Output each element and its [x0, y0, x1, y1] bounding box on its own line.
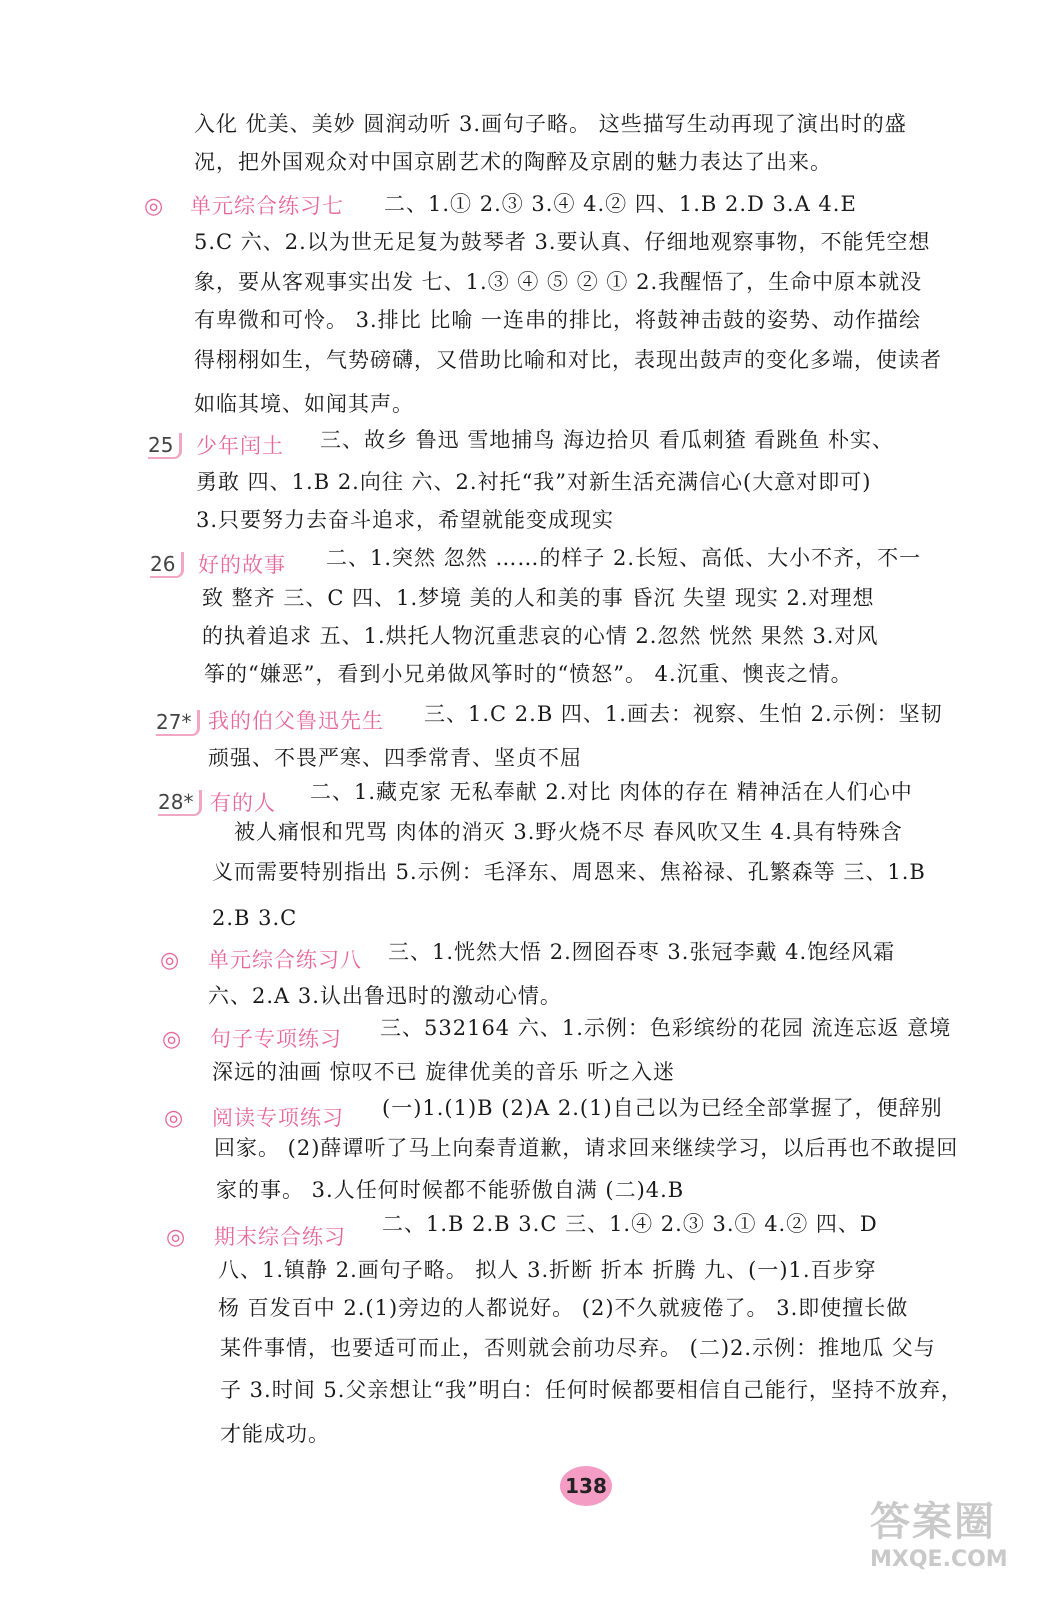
answer-line: 顽强、不畏严寒、四季常青、坚贞不屈	[208, 746, 582, 770]
watermark-logo	[870, 1490, 1050, 1590]
answer-line: 筝的“嫌恶”，看到小兄弟做风筝时的“愤怒”。 4.沉重、懊丧之情。	[204, 662, 853, 686]
heading-unit-7: 单元综合练习七	[190, 194, 344, 218]
answer-line: 二、1.突然 忽然 ……的样子 2.长短、高低、大小不齐，不一	[326, 546, 922, 570]
answer-line: 回家。 (2)薛谭听了马上向秦青道歉，请求回来继续学习，以后再也不敢提回	[214, 1136, 959, 1160]
heading-bofu-luxun: 我的伯父鲁迅先生	[208, 709, 384, 733]
section-marker-icon: ◎	[144, 194, 164, 219]
answer-line: 三、1.C 2.B 四、1.画去：视察、生怕 2.示例：坚韧	[424, 702, 943, 726]
answer-line: 三、1.恍然大悟 2.囫囵吞枣 3.张冠李戴 4.饱经风霜	[388, 940, 896, 964]
heading-reading-practice: 阅读专项练习	[212, 1106, 344, 1130]
lesson-number-28: 28*	[158, 790, 202, 816]
answer-line: 象，要从客观事实出发 七、1.③ ④ ⑤ ② ① 2.我醒悟了，生命中原本就没	[194, 270, 923, 294]
answer-line: 某件事情，也要适可而止，否则就会前功尽弃。 (二)2.示例：推地瓜 父与	[220, 1336, 936, 1360]
answer-line: 二、1.B 2.B 3.C 三、1.④ 2.③ 3.① 4.② 四、D	[382, 1212, 878, 1236]
heading-unit-8: 单元综合练习八	[208, 948, 362, 972]
page-number: 138	[560, 1466, 612, 1506]
lesson-number-25: 25	[148, 433, 182, 459]
answer-line: 三、532164 六、1.示例：色彩缤纷的花园 流连忘返 意境	[380, 1016, 952, 1040]
answer-line: 家的事。 3.人任何时候都不能骄傲自满 (二)4.B	[216, 1178, 685, 1202]
answer-line: 有卑微和可怜。 3.排比 比喻 一连串的排比，将鼓神击鼓的姿势、动作描绘	[194, 308, 922, 332]
answer-line: 2.B 3.C	[212, 906, 298, 930]
answer-line: 子 3.时间 5.父亲想让“我”明白：任何时候都要相信自己能行，坚持不放弃，	[220, 1378, 963, 1402]
answer-line: 勇敢 四、1.B 2.向往 六、2.衬托“我”对新生活充满信心(大意对即可)	[196, 470, 872, 494]
answer-line: 如临其境、如闻其声。	[194, 392, 414, 416]
lesson-number-26: 26	[150, 552, 184, 578]
answer-line: 得栩栩如生，气势磅礴，又借助比喻和对比，表现出鼓声的变化多端，使读者	[194, 348, 942, 372]
answer-line: 六、2.A 3.认出鲁迅时的激动心情。	[208, 984, 562, 1008]
heading-final-practice: 期末综合练习	[214, 1225, 346, 1249]
lesson-number-27: 27*	[156, 710, 200, 736]
watermark-url: MXQE.COM	[870, 1547, 1008, 1572]
section-marker-icon: ◎	[164, 1106, 184, 1131]
section-marker-icon: ◎	[160, 948, 180, 973]
answer-line: 二、1.藏克家 无私奉献 2.对比 肉体的存在 精神活在人们心中	[310, 780, 913, 804]
answer-line: 深远的油画 惊叹不已 旋律优美的音乐 听之入迷	[212, 1060, 676, 1084]
answer-line: 3.只要努力去奋斗追求，希望就能变成现实	[196, 508, 615, 532]
answer-line: 5.C 六、2.以为世无足复为鼓琴者 3.要认真、仔细地观察事物，不能凭空想	[194, 230, 931, 254]
heading-shaonian-runtu: 少年闰土	[196, 434, 284, 458]
answer-line: 致 整齐 三、C 四、1.梦境 美的人和美的事 昏沉 失望 现实 2.对理想	[202, 586, 875, 610]
heading-sentence-practice: 句子专项练习	[210, 1027, 342, 1051]
answer-line: 义而需要特别指出 5.示例：毛泽东、周恩来、焦裕禄、孔繁森等 三、1.B	[212, 860, 926, 884]
heading-hao-de-gushi: 好的故事	[198, 553, 286, 577]
section-marker-icon: ◎	[166, 1225, 186, 1250]
answer-line: 况，把外国观众对中国京剧艺术的陶醉及京剧的魅力表达了出来。	[194, 150, 832, 174]
heading-you-de-ren: 有的人	[210, 791, 276, 815]
watermark-title: 答案圈	[870, 1499, 996, 1545]
section-marker-icon: ◎	[162, 1027, 182, 1052]
answer-line: 入化 优美、美妙 圆润动听 3.画句子略。 这些描写生动再现了演出时的盛	[194, 112, 907, 136]
answer-line: 才能成功。	[220, 1422, 330, 1446]
answer-line: 二、1.① 2.③ 3.④ 4.② 四、1.B 2.D 3.A 4.E	[384, 192, 857, 216]
answer-line: 八、1.镇静 2.画句子略。 拟人 3.折断 折本 折腾 九、(一)1.百步穿	[218, 1258, 877, 1282]
answer-line: 的执着追求 五、1.烘托人物沉重悲哀的心情 2.忽然 恍然 果然 3.对风	[202, 624, 879, 648]
answer-line: 杨 百发百中 2.(1)旁边的人都说好。 (2)不久就疲倦了。 3.即使擅长做	[218, 1296, 909, 1320]
answer-line: 三、故乡 鲁迅 雪地捕鸟 海边拾贝 看瓜刺猹 看跳鱼 朴实、	[320, 428, 895, 452]
answer-line: (一)1.(1)B (2)A 2.(1)自己以为已经全部掌握了，便辞别	[382, 1096, 943, 1120]
answer-line: 被人痛恨和咒骂 肉体的消灭 3.野火烧不尽 春风吹又生 4.具有特殊含	[234, 820, 903, 844]
